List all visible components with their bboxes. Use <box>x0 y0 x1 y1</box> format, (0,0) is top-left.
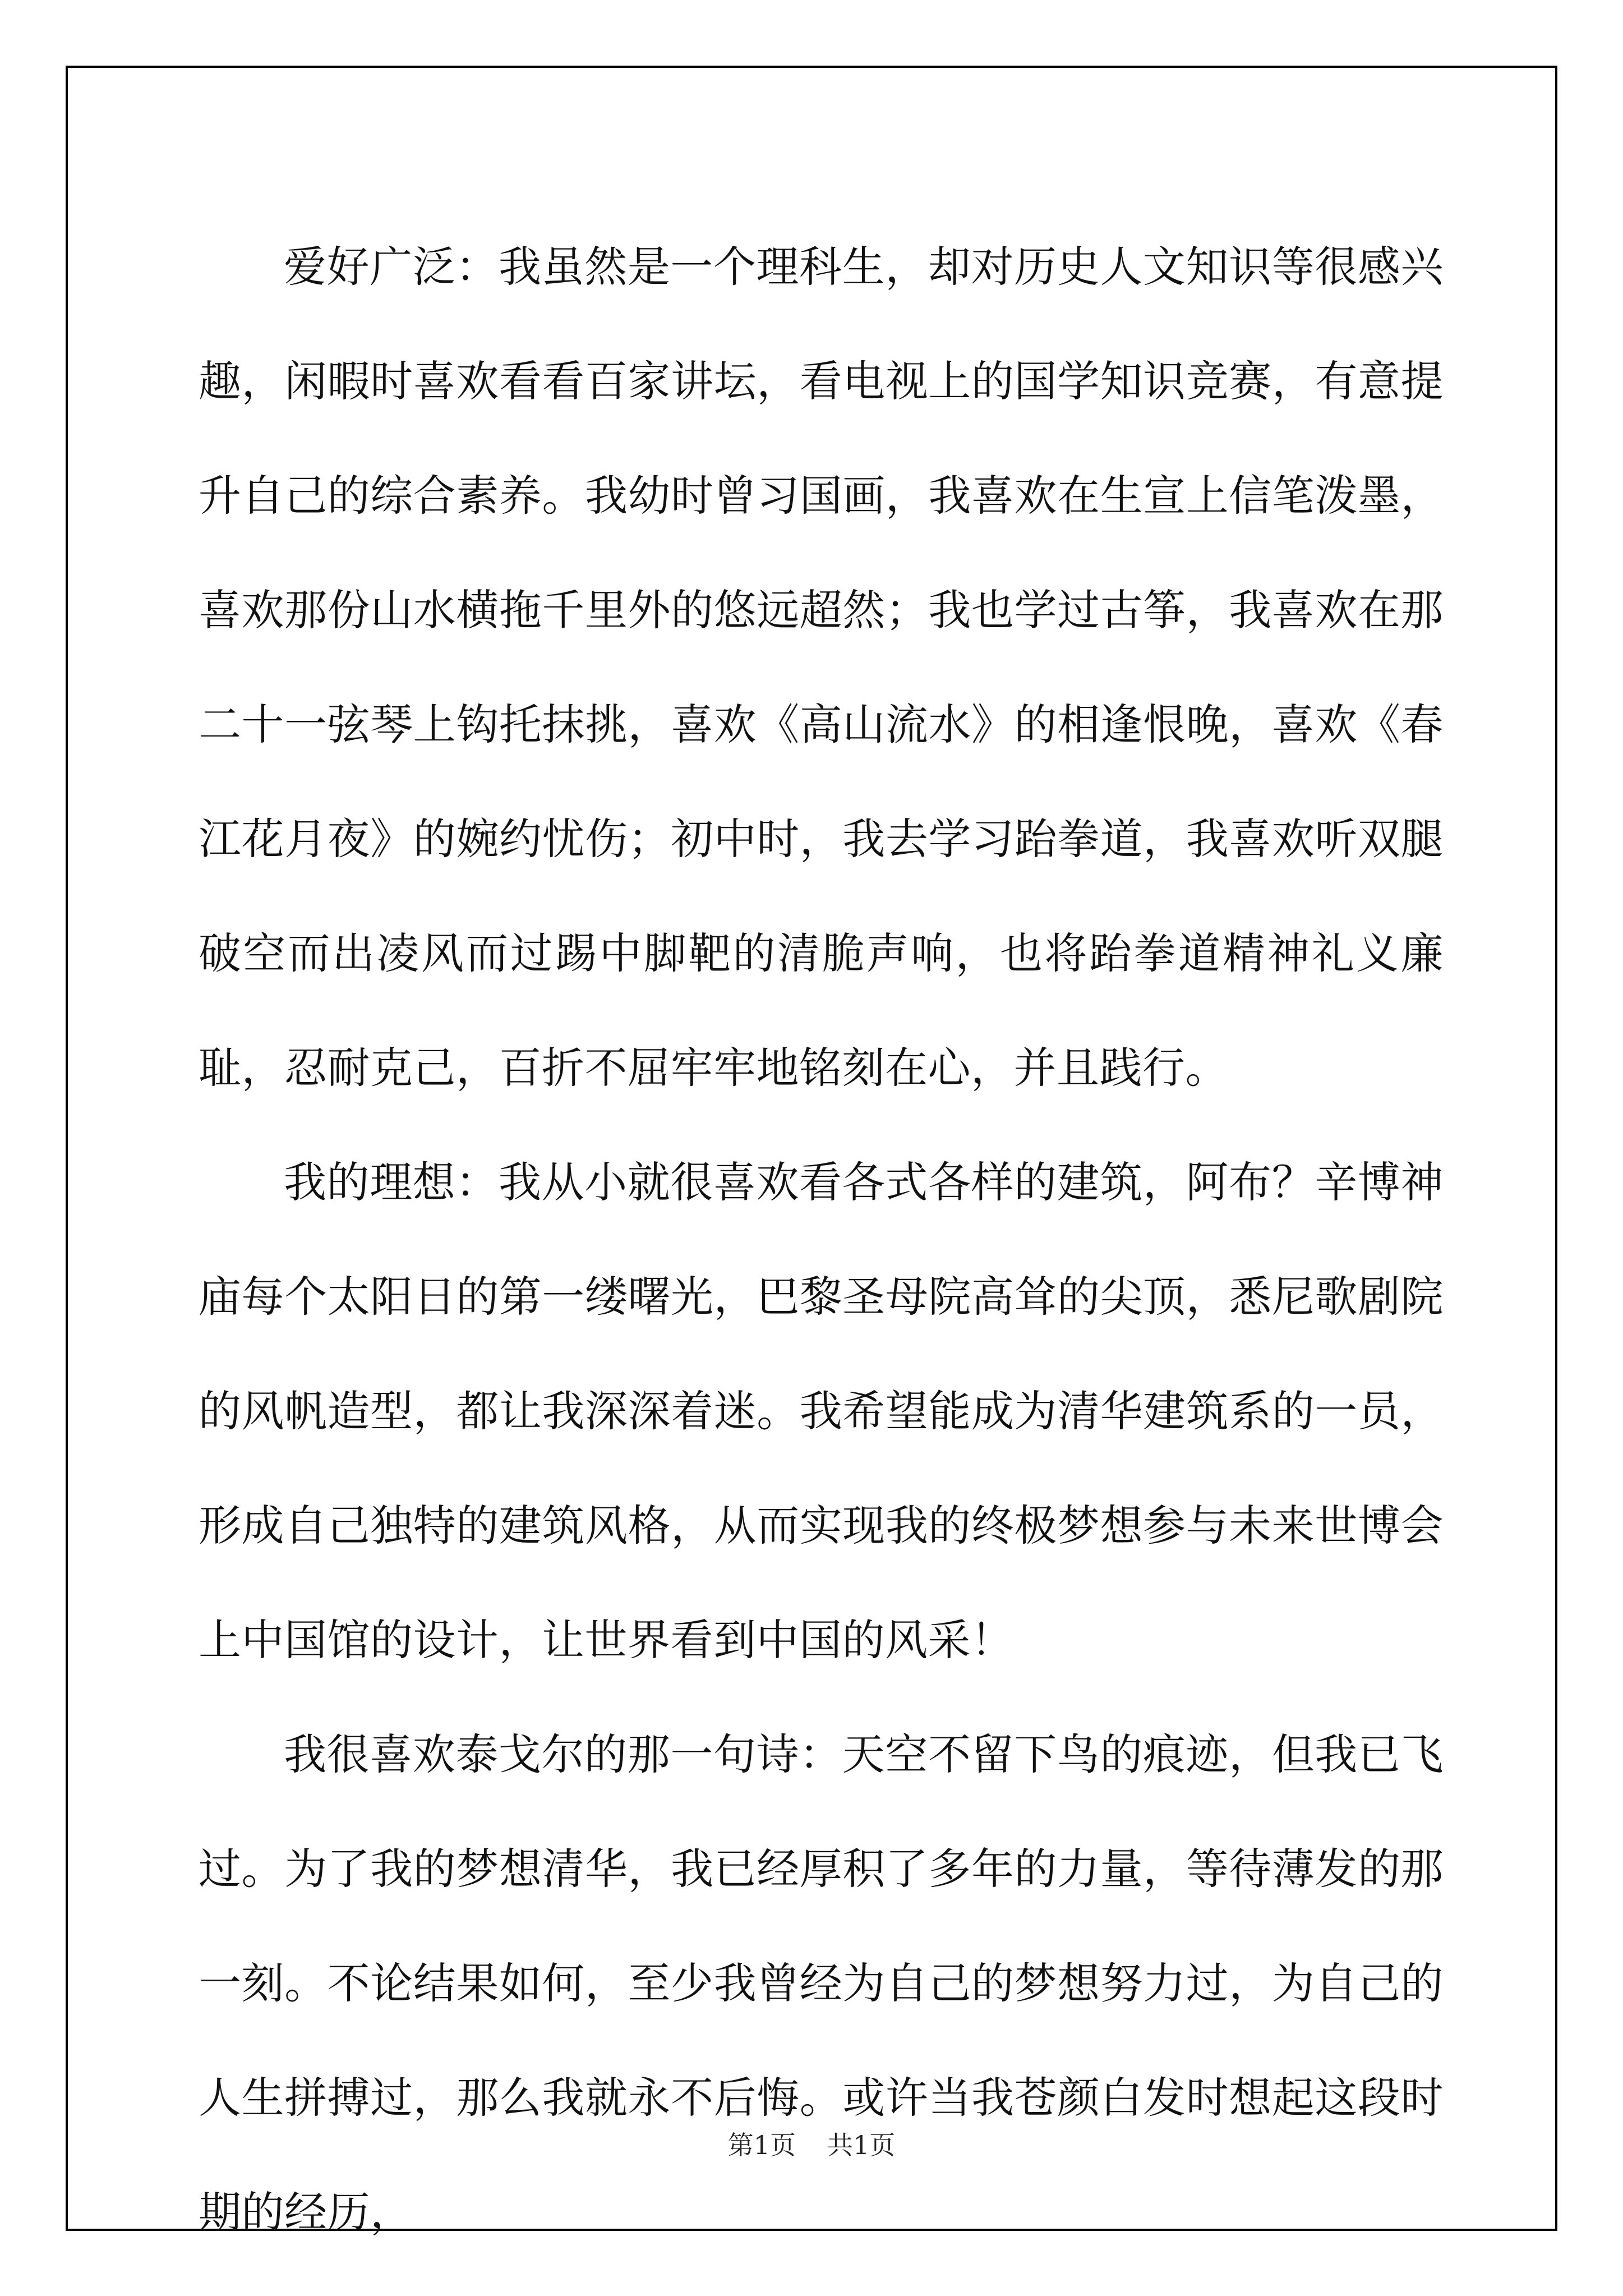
page-number-total: 共1页 <box>827 2130 896 2160</box>
page-number-current: 第1页 <box>727 2130 796 2160</box>
document-body <box>199 210 1444 2270</box>
paragraph-ideal: 我的理想：我从小就很喜欢看各式各样的建筑，阿布？辛博神庙每个太阳日的第一缕曙光，巴黎圣母院高耸的尖顶，悉尼歌剧院的风帆造型，都让我深深着迷。我希望能成为清华建筑系的一员，形成自己独特的建筑风格，从而实现我的终极梦想参与未来世博会上中国馆的设计，让世界看到中国的风采！ <box>199 1157 1444 1665</box>
paragraph-tagore-quote: 我很喜欢泰戈尔的那一句诗：天空不留下鸟的痕迹，但我已飞过。为了我的梦想清华，我已经厚积了多年的力量，等待薄发的那一刻。不论结果如何，至少我曾经为自己的梦想努力过，为自己的人生拼搏过，那么我就永不后悔。或许当我苍颜白发时想起这段时期的经历， <box>199 1729 1444 2237</box>
paragraph-hobbies: 爱好广泛：我虽然是一个理科生，却对历史人文知识等很感兴趣，闲暇时喜欢看看百家讲坛，看电视上的国学知识竞赛，有意提升自己的综合素养。我幼时曾习国画，我喜欢在生宣上信笔泼墨，喜欢那份山水横拖千里外的悠远超然；我也学过古筝，我喜欢在那二十一弦琴上钩托抹挑，喜欢《高山流水》的相逢恨晚，喜欢《春江花月夜》的婉约忧伤；初中时，我去学习跆拳道，我喜欢听双腿破空而出凌风而过踢中脚靶的清脆声响，也将跆拳道精神礼义廉耻，忍耐克己，百折不屈牢牢地铭刻在心，并且践行。 <box>199 242 1444 1093</box>
page-footer <box>0 2125 1623 2162</box>
